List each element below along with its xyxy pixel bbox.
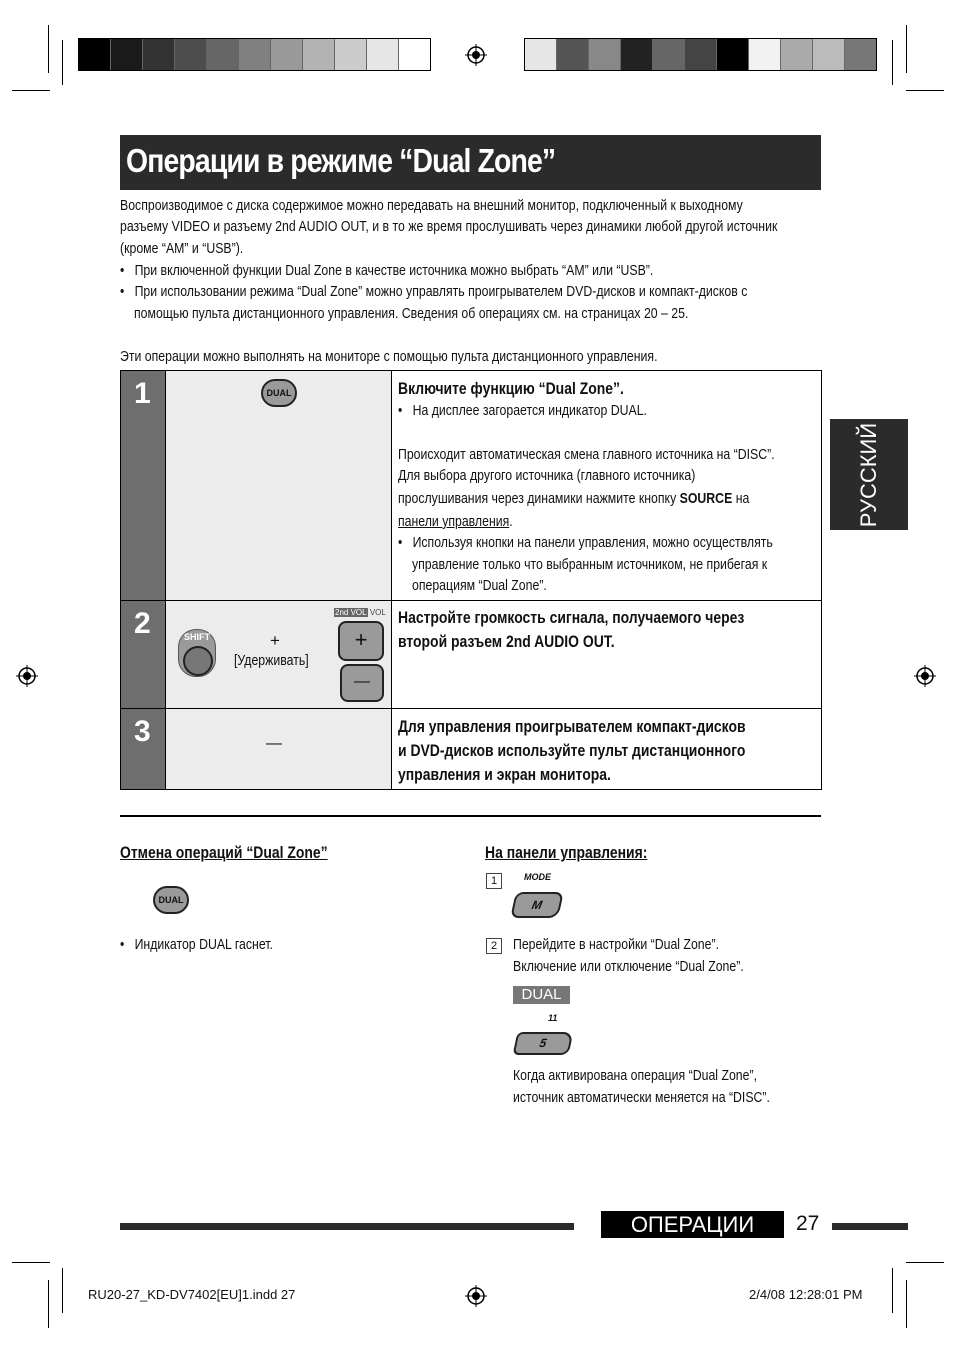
page-number: 27 <box>796 1212 820 1235</box>
section-label-box <box>601 1211 784 1238</box>
no-action-dash: — <box>266 735 282 752</box>
step2-heading: Настройте громкость сигнала, получаемого через <box>398 608 745 627</box>
cancel-bullet-text: Индикатор DUAL гаснет. <box>134 936 273 953</box>
registration-mark-icon <box>465 44 487 66</box>
step1-bullet: • Используя кнопки на панели управления, можно осуществлять <box>398 534 773 551</box>
language-tab-label: РУССКИЙ <box>856 422 881 527</box>
plus-sign: + <box>270 631 280 650</box>
dual-display-indicator: DUAL <box>513 986 570 1004</box>
cancel-heading: Отмена операций “Dual Zone” <box>120 843 328 862</box>
mode-button[interactable]: M <box>510 892 564 918</box>
crop-mark <box>62 1268 63 1313</box>
dual-cancel-button[interactable]: DUAL <box>153 886 189 914</box>
registration-mark-icon <box>465 1285 487 1307</box>
intro-bullet: • При использовании режима “Dual Zone” можно управлять проигрывателем DVD-дисков и компакт-дисков с <box>120 283 748 300</box>
cancel-bullet: • Индикатор DUAL гаснет. <box>120 936 273 953</box>
step3-heading: Для управления проигрывателем компакт-дисков <box>398 717 746 736</box>
intro-bullet-cont: помощью пульта дистанционного управления. Сведения об операциях см. на страницах 20 – 25. <box>134 305 689 322</box>
steps-table <box>120 370 822 790</box>
step1-bullet-cont: управление только что выбранным источником, не прибегая к <box>412 556 768 573</box>
step1-text: Для выбора другого источника (главного источника) <box>398 467 696 484</box>
volume-up-button[interactable]: + <box>338 621 384 661</box>
step-image-cell <box>165 371 392 600</box>
footer-rule <box>120 1223 574 1230</box>
shift-button[interactable] <box>183 646 213 676</box>
intro-line: Воспроизводимое с диска содержимое можно передавать на внешний монитор, подключенный к выходному <box>120 197 743 214</box>
volume-down-button[interactable]: — <box>340 664 384 702</box>
language-tab <box>830 419 908 530</box>
step1-bullet-text: На дисплее загорается индикатор DUAL. <box>412 402 647 419</box>
intro-bullet: • При включенной функции Dual Zone в качестве источника можно выбрать “AM” или “USB”. <box>120 262 654 279</box>
vol-text: VOL <box>369 608 386 617</box>
intro-line: разъему VIDEO и разъему 2nd AUDIO OUT, и в то же время прослушивать через динамики любой другой источник <box>120 218 778 235</box>
intro-bullet-text: При включенной функции Dual Zone в качестве источника можно выбрать “AM” или “USB”. <box>134 262 654 279</box>
panel-heading: На панели управления: <box>485 843 648 862</box>
mode-label: MODE <box>524 872 551 882</box>
page-title: Операции в режиме “Dual Zone” <box>126 142 556 179</box>
preset-5-button[interactable]: 5 <box>513 1032 574 1055</box>
crop-mark <box>892 40 893 85</box>
step-number-cell <box>121 601 165 708</box>
key-label: 11 <box>548 1013 558 1023</box>
step3-heading: и DVD-дисков используйте пульт дистанционного <box>398 741 746 760</box>
step-image-cell <box>165 709 392 789</box>
step1-text: Происходит автоматическая смена главного источника на “DISC”. <box>398 446 775 463</box>
section-divider <box>120 815 821 817</box>
panel-link: панели управления <box>398 513 510 530</box>
registration-mark-icon <box>16 665 38 687</box>
crop-mark <box>906 25 907 73</box>
crop-mark <box>892 1268 893 1313</box>
panel-note: Когда активирована операция “Dual Zone”, <box>513 1067 757 1084</box>
panel-step2-text: Перейдите в настройки “Dual Zone”. <box>513 936 719 953</box>
crop-mark <box>906 1280 907 1328</box>
page-title-bar <box>120 135 821 190</box>
step-number-cell <box>121 371 165 600</box>
panel-step-number: 2 <box>486 938 502 954</box>
source-label: SOURCE <box>679 490 733 507</box>
step1-text-part: . <box>509 513 513 530</box>
shift-label: SHIFT <box>184 632 210 642</box>
step3-heading: управления и экран монитора. <box>398 765 611 784</box>
panel-step-number: 1 <box>486 873 502 889</box>
crop-mark <box>12 1262 50 1263</box>
section-label: ОПЕРАЦИИ <box>630 1212 755 1237</box>
second-vol-label: 2nd VOL <box>335 608 367 617</box>
registration-mark-icon <box>914 665 936 687</box>
footer-rule <box>832 1223 908 1230</box>
crop-mark <box>12 90 50 91</box>
step1-text <box>398 511 513 533</box>
crop-mark <box>48 25 49 73</box>
step-image-cell <box>165 601 392 708</box>
step-number: 2 <box>134 607 151 640</box>
step1-heading: Включите функцию “Dual Zone”. <box>398 379 624 398</box>
panel-note: источник автоматически меняется на “DISC”. <box>513 1089 770 1106</box>
crop-mark <box>62 40 63 85</box>
step2-heading: второй разъем 2nd AUDIO OUT. <box>398 632 615 651</box>
panel-step2-text: Включение или отключение “Dual Zone”. <box>513 958 744 975</box>
step1-bullet-text: Используя кнопки на панели управления, можно осуществлять <box>412 534 773 551</box>
step-number: 3 <box>134 715 151 748</box>
step-number-cell <box>121 709 165 789</box>
intro-bullet-text: При использовании режима “Dual Zone” можно управлять проигрывателем DVD-дисков и компакт-дисков с <box>134 283 748 300</box>
crop-mark <box>906 90 944 91</box>
remote-note: Эти операции можно выполнять на мониторе с помощью пульта дистанционного управления. <box>120 348 658 365</box>
crop-mark <box>48 1280 49 1328</box>
vol-label <box>334 608 386 617</box>
date-slug: 2/4/08 12:28:01 PM <box>749 1287 863 1302</box>
intro-line: (кроме “AM” и “USB”). <box>120 240 244 257</box>
color-bar-right <box>524 38 877 71</box>
step1-text-part: на <box>732 490 750 507</box>
hold-label: [Удерживать] <box>234 652 309 669</box>
step1-bullet: • На дисплее загорается индикатор DUAL. <box>398 402 647 419</box>
shift-button-housing <box>178 629 216 677</box>
step1-text <box>398 488 749 510</box>
dual-button[interactable]: DUAL <box>261 379 297 407</box>
file-slug: RU20-27_KD-DV7402[EU]1.indd 27 <box>88 1287 296 1302</box>
step1-bullet-cont: операциям “Dual Zone”. <box>412 577 547 594</box>
step-number: 1 <box>134 377 151 410</box>
color-bar-left <box>78 38 431 71</box>
step1-text-part: прослушивания через динамики нажмите кнопку <box>398 490 680 507</box>
crop-mark <box>906 1262 944 1263</box>
